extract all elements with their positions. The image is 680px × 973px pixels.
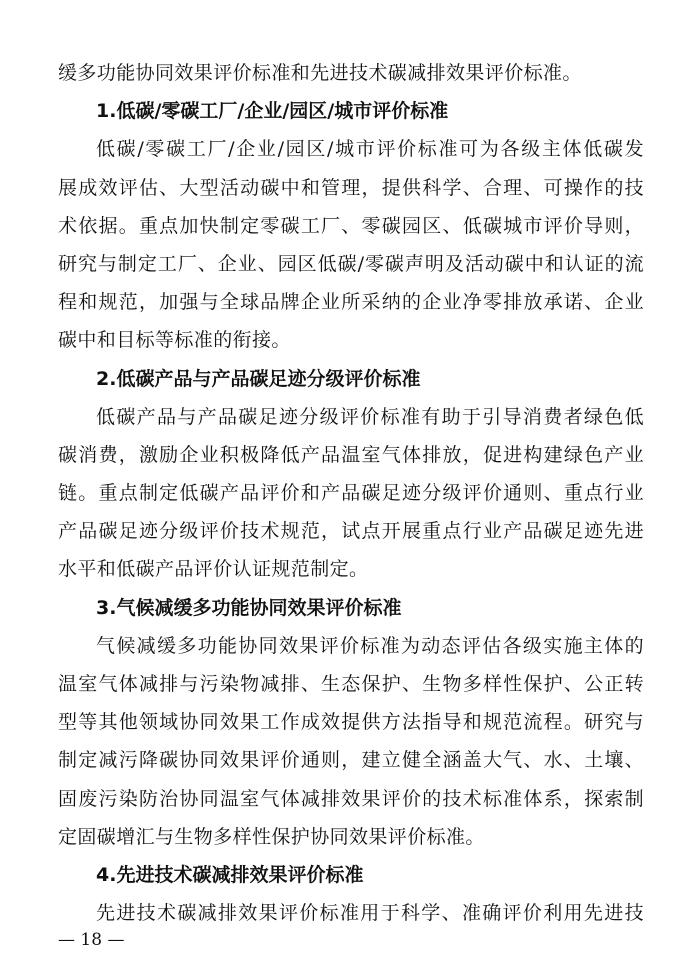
body-text-line: 程和规范，加强与全球品牌企业所采纳的企业净零排放承诺、企业 xyxy=(58,291,644,314)
body-text-line: 缓多功能协同效果评价标准和先进技术碳减排效果评价标准。 xyxy=(58,62,582,84)
body-text-line: 低碳/零碳工厂/企业/园区/城市评价标准可为各级主体低碳发 xyxy=(96,138,644,161)
body-text-line: 固废污染防治协同温室气体减排效果评价的技术标准体系，探索制 xyxy=(58,787,644,810)
body-text-line: 研究与制定工厂、企业、园区低碳/零碳声明及活动碳中和认证的流 xyxy=(58,252,644,275)
body-text-line: 水平和低碳产品评价认证规范制定。 xyxy=(58,558,369,581)
body-text-line: 碳消费，激励企业积极降低产品温室气体排放，促进构建绿色产业 xyxy=(58,443,644,466)
section-heading-4: 4.先进技术碳减排效果评价标准 xyxy=(96,863,364,886)
body-text-line: 展成效评估、大型活动碳中和管理，提供科学、合理、可操作的技 xyxy=(58,176,644,199)
body-text-line: 先进技术碳减排效果评价标准用于科学、准确评价利用先进技 xyxy=(96,902,644,925)
body-text-line: 型等其他领域协同效果工作成效提供方法指导和规范流程。研究与 xyxy=(58,711,644,734)
document-page xyxy=(58,54,644,932)
body-text-line: 产品碳足迹分级评价技术规范，试点开展重点行业产品碳足迹先进 xyxy=(58,520,644,543)
body-text-line: 碳中和目标等标准的衔接。 xyxy=(58,329,291,352)
section-heading-3: 3.气候减缓多功能协同效果评价标准 xyxy=(96,596,402,619)
body-text-line: 气候减缓多功能协同效果评价标准为动态评估各级实施主体的 xyxy=(96,634,644,657)
body-text-line: 低碳产品与产品碳足迹分级评价标准有助于引导消费者绿色低 xyxy=(96,405,644,428)
body-text-line: 术依据。重点加快制定零碳工厂、零碳园区、低碳城市评价导则， xyxy=(58,214,644,237)
section-heading-2: 2.低碳产品与产品碳足迹分级评价标准 xyxy=(96,367,421,390)
body-text-line: 温室气体减排与污染物减排、生态保护、生物多样性保护、公正转 xyxy=(58,673,644,695)
section-heading-1: 1.低碳/零碳工厂/企业/园区/城市评价标准 xyxy=(96,100,449,123)
body-text-line: 链。重点制定低碳产品评价和产品碳足迹分级评价通则、重点行业 xyxy=(58,482,644,505)
body-text-line: 定固碳增汇与生物多样性保护协同效果评价标准。 xyxy=(58,825,485,848)
page-number: — 18 — xyxy=(58,930,125,950)
body-text-line: 制定减污降碳协同效果评价通则，建立健全涵盖大气、水、土壤、 xyxy=(58,749,644,772)
